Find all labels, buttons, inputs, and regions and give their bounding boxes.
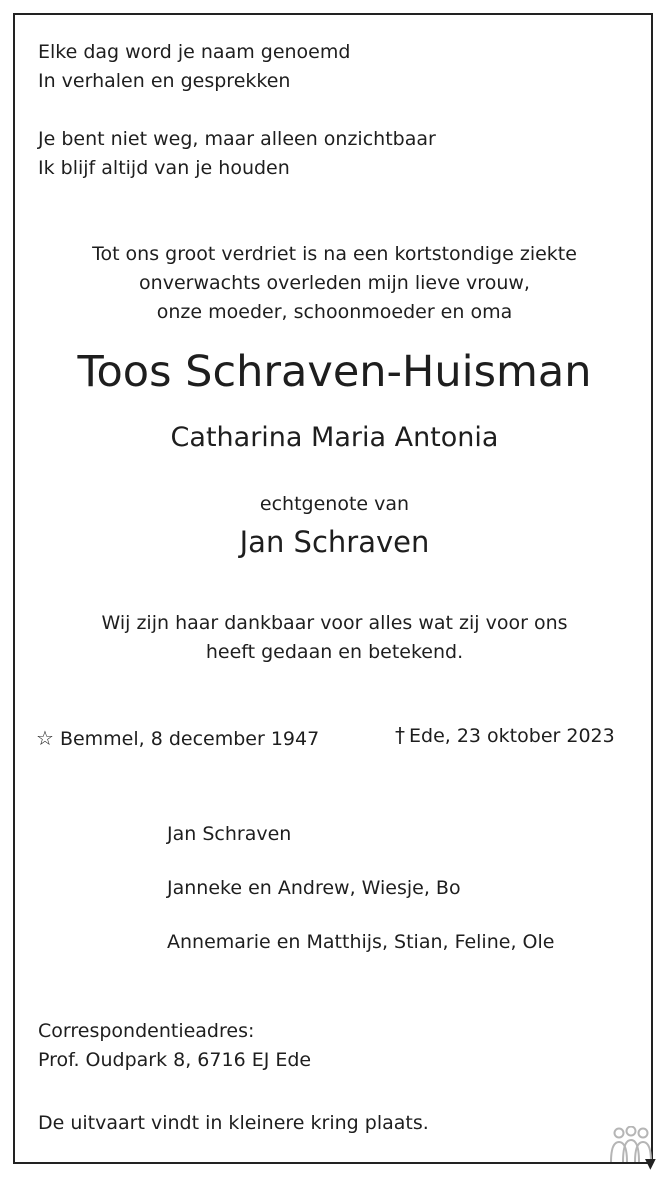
funeral-note: De uitvaart vindt in kleinere kring plaats. bbox=[38, 1112, 429, 1134]
family-line-3: Annemarie en Matthijs, Stian, Feline, Ole bbox=[167, 931, 555, 953]
intro-line-2: onverwachts overleden mijn lieve vrouw, bbox=[139, 272, 530, 294]
correspondence-address: Prof. Oudpark 8, 6716 EJ Ede bbox=[38, 1049, 312, 1071]
triangle-down-icon: ▼ bbox=[645, 1156, 656, 1172]
poem-line-4: Ik blijf altijd van je houden bbox=[38, 157, 290, 179]
gratitude-line-1: Wij zijn haar dankbaar voor alles wat zij voor ons bbox=[101, 612, 568, 634]
poem-line-3: Je bent niet weg, maar alleen onzichtbaar bbox=[38, 128, 436, 150]
cross-icon: † bbox=[395, 723, 405, 747]
deceased-name: Toos Schraven-Huisman bbox=[77, 347, 592, 397]
death-text: Ede, 23 oktober 2023 bbox=[409, 725, 615, 747]
death-date bbox=[395, 721, 615, 750]
family-line-2: Janneke en Andrew, Wiesje, Bo bbox=[167, 877, 461, 899]
spouse-name: Jan Schraven bbox=[239, 525, 430, 559]
correspondence-label: Correspondentieadres: bbox=[38, 1020, 255, 1042]
poem-line-1: Elke dag word je naam genoemd bbox=[38, 41, 351, 63]
star-icon: ☆ bbox=[36, 726, 54, 750]
poem-line-2: In verhalen en gesprekken bbox=[38, 70, 291, 92]
family-line-1: Jan Schraven bbox=[167, 823, 292, 845]
intro-line-3: onze moeder, schoonmoeder en oma bbox=[156, 301, 513, 323]
spouse-label: echtgenote van bbox=[259, 493, 410, 515]
birth-date bbox=[36, 724, 319, 753]
deceased-given-names: Catharina Maria Antonia bbox=[170, 422, 499, 453]
intro-line-1: Tot ons groot verdriet is na een kortstondige ziekte bbox=[92, 243, 577, 265]
birth-text: Bemmel, 8 december 1947 bbox=[59, 728, 320, 750]
gratitude-line-2: heeft gedaan en betekend. bbox=[205, 641, 464, 663]
notice-frame bbox=[13, 13, 653, 1164]
